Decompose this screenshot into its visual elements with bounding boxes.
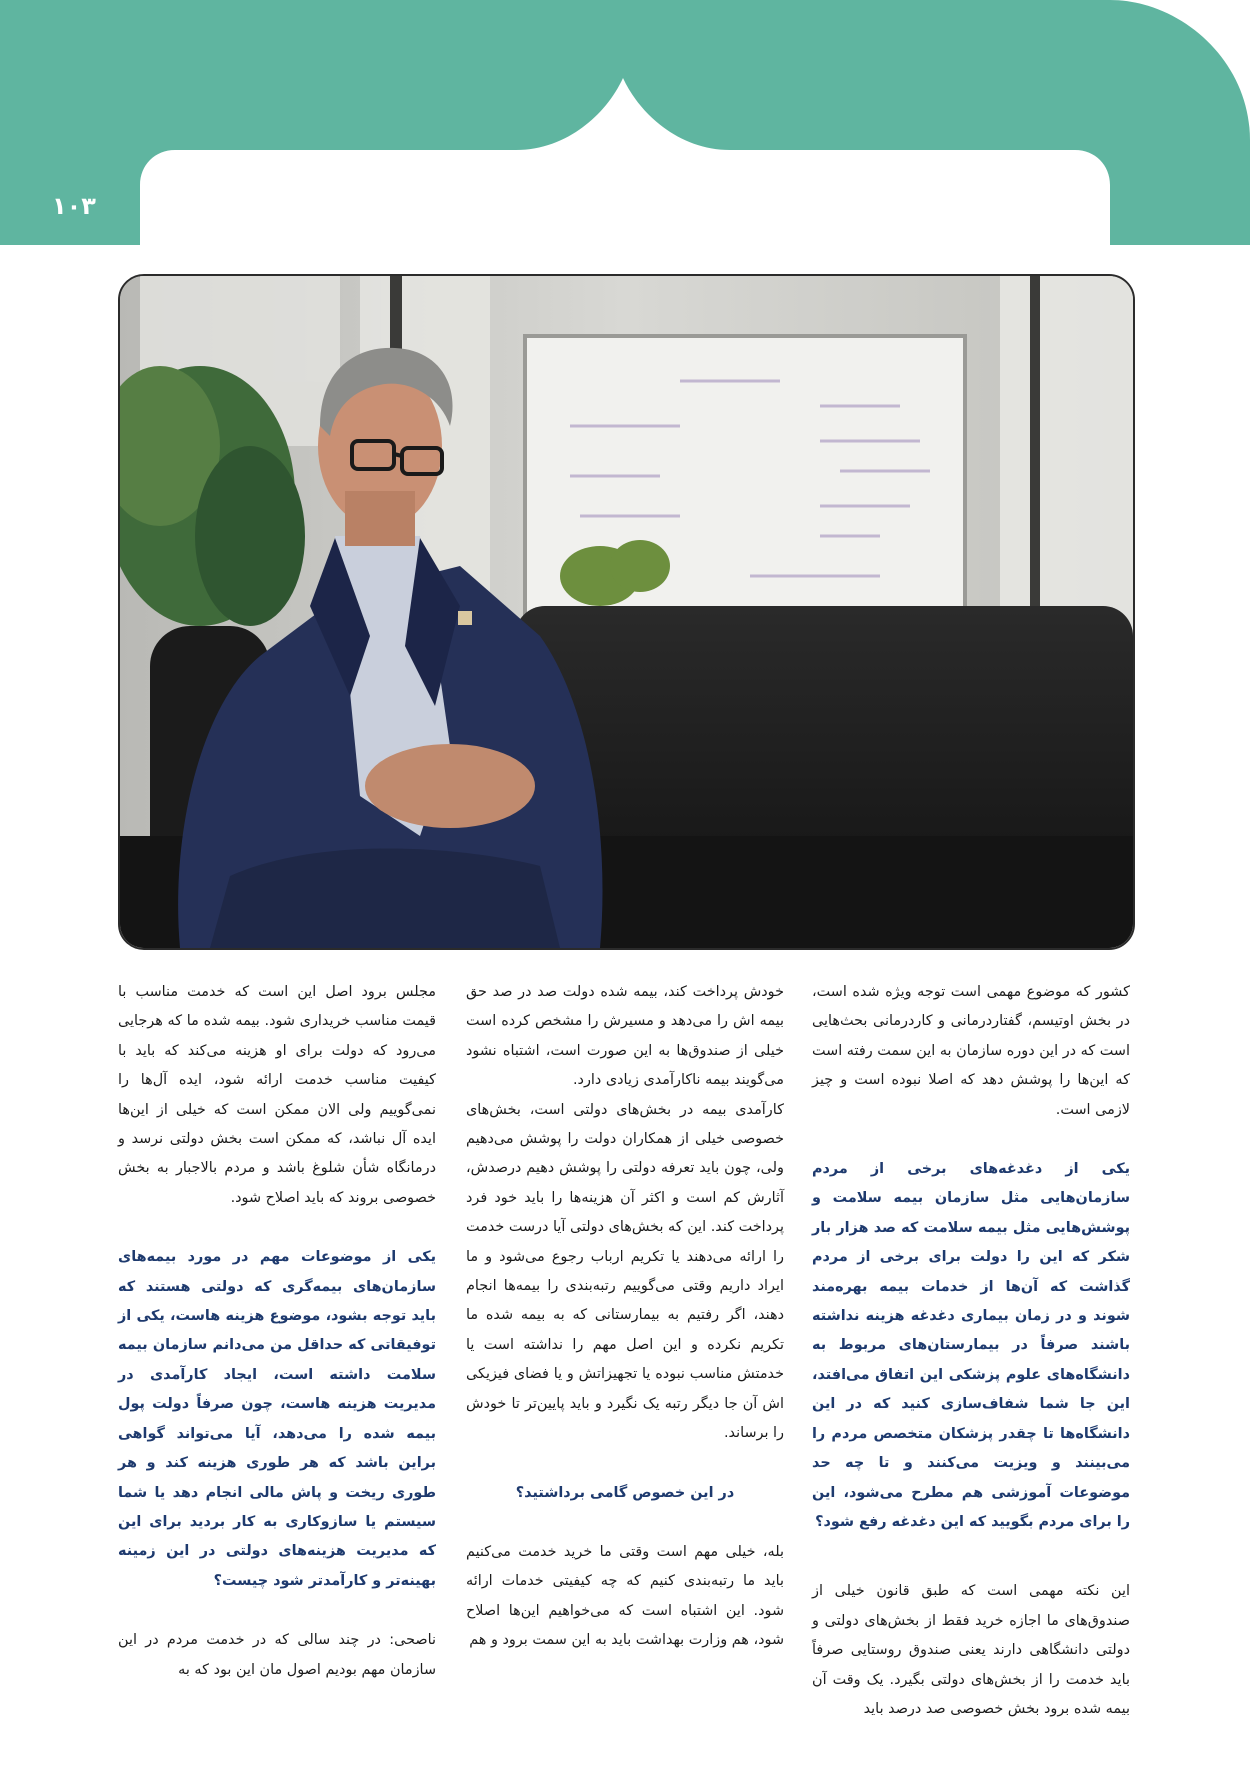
- section-heading: در این خصوص گامی برداشتید؟: [515, 1484, 735, 1501]
- column-right: [812, 978, 1130, 1724]
- column-middle: [466, 978, 784, 1656]
- paragraph: کارآمدی بیمه در بخش‌های دولتی است، بخش‌های خصوصی خیلی از همکاران دولت را پوشش می‌دهیم ولی، چون باید تعرفه دولتی را پوشش دهیم درصدش، آثارش کم است و اکثر آن هزینه‌ها را باید خود فرد پرداخت کند. این که بخش‌های دولتی آیا درست خدمت را ارائه می‌دهند یا تکریم ارباب رجوع می‌شود و ما ایراد داریم وقتی می‌گوییم رتبه‌بندی را بیمه‌ها انجام دهند، اگر رفتیم به بیمارستانی که به بیمه شده ما تکریم نکرده و این اصل مهم را نداشته است یا خدمتش مناسب نبوده یا تجهیزاتش و یا فضای فیزیکی اش آن جا دیگر رتبه یک نگیرد و باید پایین‌تر تا خودش را برساند.: [466, 1101, 784, 1442]
- interview-photo: [118, 274, 1135, 950]
- interview-question: یکی از دغدغه‌های برخی از مردم سازمان‌هایی مثل سازمان بیمه سلامت و پوشش‌هایی مثل بیمه سلامت که صد هزار بار شکر که این را دولت برای برخی از مردم گذاشت که آن‌ها از خدمات بیمه بهره‌مند شوند و در زمان بیماری دغدغه هزینه نداشته باشند صرفاً در بیمارستان‌های مربوط به دانشگاه‌های علوم پزشکی این اتفاق می‌افتد، این جا شما شفاف‌سازی کنید که در این دانشگاه‌ها تا چقدر پزشکان متخصص مردم را می‌بینند و ویزیت می‌کنند و تا چه حد موضوعات آموزشی هم مطرح می‌شود، این را برای مردم بگویید که این دغدغه رفع شود؟: [812, 1161, 1130, 1530]
- paragraph: این نکته مهمی است که طبق قانون خیلی از صندوق‌های ما اجازه خرید فقط از بخش‌های دولتی و دولتی دانشگاهی دارند یعنی صندوق روستایی صرفاً باید خدمت را از بخش‌های دولتی بگیرد. یک وقت آن بیمه شده برود بخش خصوصی صد درصد باید: [812, 1583, 1130, 1717]
- page-number: ۱۰۳: [52, 192, 96, 220]
- header-band-shape: [0, 0, 1250, 245]
- photo-illustration: [120, 276, 1133, 948]
- paragraph: بله، خیلی مهم است وقتی ما خرید خدمت می‌کنیم باید ما رتبه‌بندی کنیم که چه کیفیتی خدمات ارائه شود. این اشتباه است که می‌خواهیم این‌ها اصلاح شود، هم وزارت بهداشت باید به این سمت برود و هم: [466, 1543, 784, 1649]
- header-band: [0, 0, 1250, 245]
- interview-question: یکی از موضوعات مهم در مورد بیمه‌های سازمان‌های بیمه‌گری که دولتی هستند که باید توجه بشود، موضوع هزینه هاست، یکی از توفیقاتی که حداقل من می‌دانم سازمان بیمه سلامت داشته است، ایجاد کارآمدی در مدیریت هزینه هاست، چون صرفاً دولت پول بیمه شده را می‌دهد، آیا می‌تواند گواهی براین باشد که هر طوری هزینه کند و هر طوری ریخت و پاش مالی انجام دهد یا شما سیستم یا سازوکاری به کار بردید برای این که مدیریت هزینه‌های دولتی در این زمینه بهینه‌تر و کارآمدتر شود چیست؟: [118, 1249, 436, 1589]
- paragraph: خودش پرداخت کند، بیمه شده دولت صد در صد حق بیمه اش را می‌دهد و مسیرش را مشخص کرده است خیلی از صندوق‌ها به این صورت است، اشتباه نشود می‌گویند بیمه ناکارآمدی زیادی دارد.: [466, 984, 784, 1089]
- column-left: [118, 978, 436, 1685]
- paragraph: مجلس برود اصل این است که خدمت مناسب با قیمت مناسب خریداری شود. بیمه شده ما که هرجایی می‌رود که دولت برای او هزینه می‌کند که باید با کیفیت مناسب خدمت ارائه شود، ایده آل‌ها را نمی‌گوییم ولی الان ممکن است که خیلی از این‌ها ایده آل نباشد، که ممکن است بخش دولتی نرسد و درمانگاه شأن شلوغ باشد و مردم بالاجبار به بخش خصوصی بروند که باید اصلاح شود.: [118, 984, 436, 1206]
- paragraph: ناصحی: در چند سالی که در خدمت مردم در این سازمان مهم بودیم اصول مان این بود که به: [118, 1632, 436, 1678]
- paragraph: کشور که موضوع مهمی است توجه ویژه شده است، در بخش اوتیسم، گفتاردرمانی و کاردرمانی بحث‌هایی است که در این دوره سازمان به این سمت رفته است که این‌ها را پوشش دهد که اصلا نبوده است و چیز لازمی است.: [812, 984, 1130, 1118]
